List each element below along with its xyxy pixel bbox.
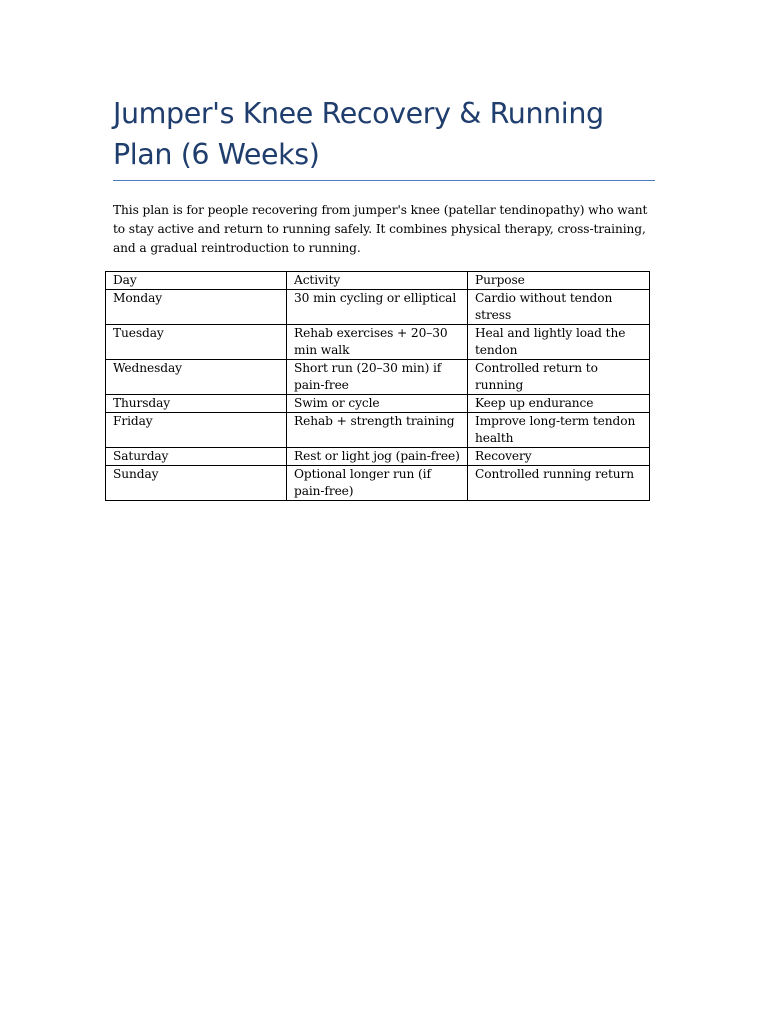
cell-purpose: Controlled running return xyxy=(468,466,650,501)
cell-day: Saturday xyxy=(106,448,287,466)
title-underline-rule xyxy=(113,180,655,181)
cell-purpose: Improve long-term tendon health xyxy=(468,413,650,448)
cell-day: Sunday xyxy=(106,466,287,501)
cell-purpose: Recovery xyxy=(468,448,650,466)
weekly-plan-table xyxy=(105,271,650,501)
column-header-day: Day xyxy=(106,272,287,290)
column-header-activity: Activity xyxy=(287,272,468,290)
cell-activity: 30 min cycling or elliptical xyxy=(287,290,468,325)
cell-activity: Rehab exercises + 20–30 min walk xyxy=(287,325,468,360)
cell-day: Friday xyxy=(106,413,287,448)
cell-day: Tuesday xyxy=(106,325,287,360)
cell-activity: Rest or light jog (pain-free) xyxy=(287,448,468,466)
table-row xyxy=(106,466,650,501)
cell-purpose: Keep up endurance xyxy=(468,395,650,413)
table-header-row xyxy=(106,272,650,290)
table-row xyxy=(106,325,650,360)
table-row xyxy=(106,448,650,466)
table-row xyxy=(106,395,650,413)
cell-activity: Rehab + strength training xyxy=(287,413,468,448)
cell-day: Wednesday xyxy=(106,360,287,395)
cell-activity: Optional longer run (if pain-free) xyxy=(287,466,468,501)
cell-purpose: Cardio without tendon stress xyxy=(468,290,650,325)
intro-paragraph: This plan is for people recovering from jumper's knee (patellar tendinopathy) who want to stay active and return to running safely. It combines physical therapy, cross-training, and a gradual reintroduction to running. xyxy=(113,203,648,255)
table-row xyxy=(106,290,650,325)
cell-day: Monday xyxy=(106,290,287,325)
column-header-purpose: Purpose xyxy=(468,272,650,290)
cell-purpose: Heal and lightly load the tendon xyxy=(468,325,650,360)
document-title: Jumper's Knee Recovery & Running Plan (6 Weeks) xyxy=(113,97,604,171)
cell-purpose: Controlled return to running xyxy=(468,360,650,395)
cell-activity: Swim or cycle xyxy=(287,395,468,413)
cell-activity: Short run (20–30 min) if pain-free xyxy=(287,360,468,395)
table-row xyxy=(106,360,650,395)
cell-day: Thursday xyxy=(106,395,287,413)
table-row xyxy=(106,413,650,448)
